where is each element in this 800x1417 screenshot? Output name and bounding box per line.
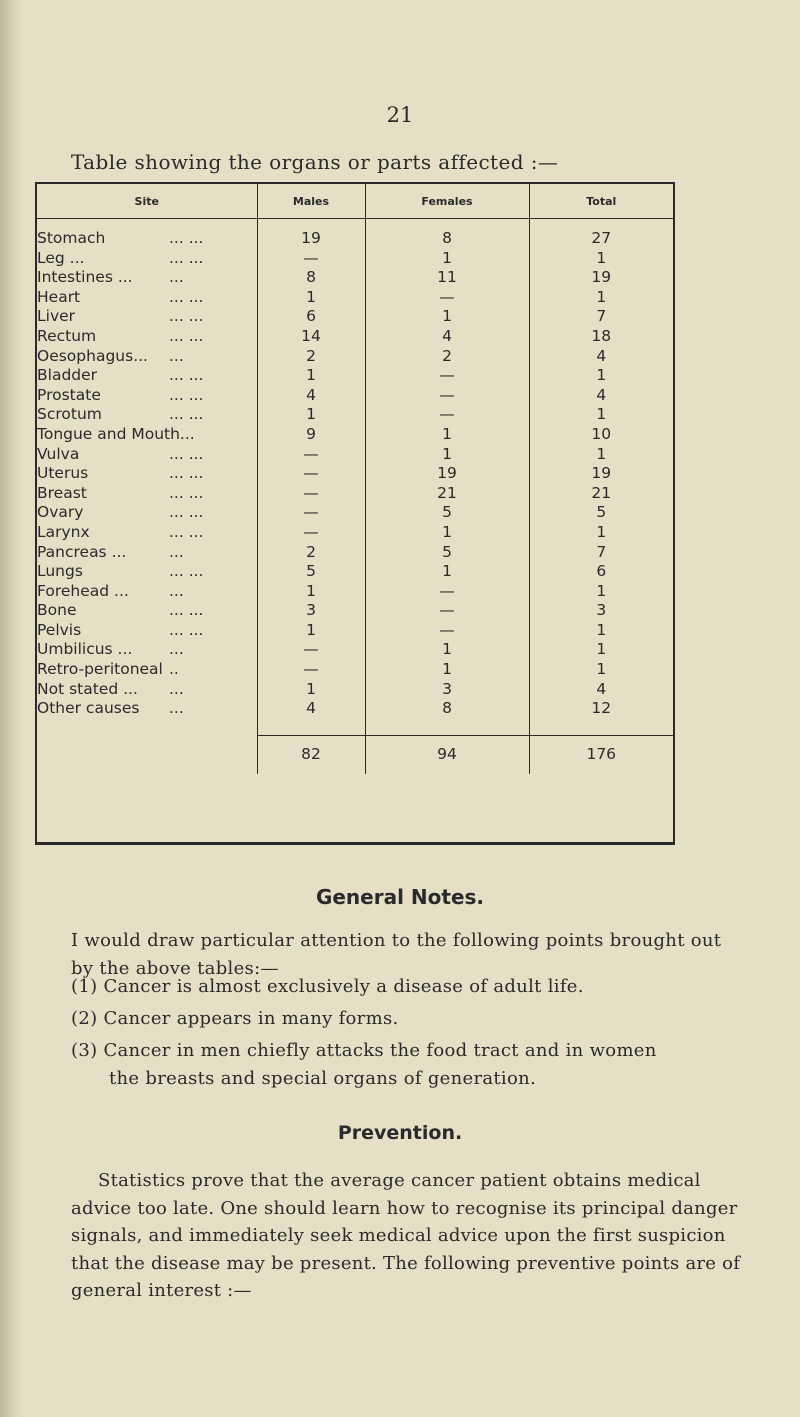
cell-total: 1 [529, 640, 673, 660]
cell-males: 9 [257, 425, 365, 445]
cell-females: 1 [365, 640, 529, 660]
site-label: Uterus [37, 464, 89, 483]
note-point-3 [71, 1037, 751, 1093]
table-caption: Table showing the organs or parts affected :— [71, 150, 559, 174]
leader-dots: ... [169, 346, 184, 365]
site-label: Oesophagus... [37, 346, 148, 365]
leader-dots: ... ... [169, 620, 204, 639]
table-row [37, 464, 673, 484]
table-row [37, 699, 673, 719]
site-label: Liver [37, 307, 76, 326]
cell-males: 1 [257, 582, 365, 602]
cell-total: 19 [529, 268, 673, 288]
cell-total: 1 [529, 405, 673, 425]
leader-dots: ... ... [169, 287, 204, 306]
table-row [37, 680, 673, 700]
cell-males: 5 [257, 562, 365, 582]
note-point-label: (2) [71, 1008, 98, 1029]
cell-males: 1 [257, 405, 365, 425]
cell-females: 11 [365, 268, 529, 288]
cell-site [37, 366, 257, 386]
table-row [37, 640, 673, 660]
cell-males: — [257, 484, 365, 504]
cell-total: 12 [529, 699, 673, 719]
leader-dots: ... ... [169, 366, 204, 385]
cell-total: 1 [529, 366, 673, 386]
cell-females: 1 [365, 425, 529, 445]
site-label: Intestines ... [37, 268, 133, 287]
cell-site [37, 562, 257, 582]
table-row [37, 268, 673, 288]
cell-females: 1 [365, 445, 529, 465]
cell-total: 1 [529, 621, 673, 641]
cell-females: — [365, 582, 529, 602]
cell-females: 21 [365, 484, 529, 504]
site-label: Retro-peritoneal [37, 660, 163, 679]
cell-total: 27 [529, 219, 673, 249]
site-label: Bladder [37, 366, 98, 385]
cell-females: 2 [365, 347, 529, 367]
general-notes-intro: I would draw particular attention to the following points brought out by the above tables:— [71, 930, 722, 979]
leader-dots: ... ... [169, 385, 204, 404]
cell-females: 5 [365, 503, 529, 523]
table-row [37, 484, 673, 504]
spacer-cell [365, 719, 529, 736]
cell-males: 1 [257, 680, 365, 700]
site-label: Umbilicus ... [37, 640, 133, 659]
table-header-row [37, 184, 673, 219]
leader-dots: ... ... [169, 444, 204, 463]
cell-site [37, 699, 257, 719]
cell-total: 7 [529, 543, 673, 563]
leader-dots: .. [169, 660, 179, 679]
cell-site [37, 484, 257, 504]
cell-site [37, 219, 257, 249]
cell-total: 1 [529, 523, 673, 543]
leader-dots: ... [169, 581, 184, 600]
spacer-cell [529, 719, 673, 736]
organs-data-table [37, 184, 673, 774]
leader-dots: ... [169, 542, 184, 561]
cell-total: 1 [529, 445, 673, 465]
cell-site [37, 288, 257, 308]
cell-site [37, 268, 257, 288]
cell-total: 6 [529, 562, 673, 582]
cell-males: 4 [257, 386, 365, 406]
cell-females: 4 [365, 327, 529, 347]
general-notes-heading: General Notes. [315, 885, 485, 909]
cell-total-males: 82 [257, 735, 365, 774]
table-row [37, 307, 673, 327]
cell-males: 4 [257, 699, 365, 719]
cell-total: 4 [529, 386, 673, 406]
leader-dots: ... ... [169, 307, 204, 326]
cell-males: 19 [257, 219, 365, 249]
cell-females: 8 [365, 699, 529, 719]
cell-males: — [257, 445, 365, 465]
cell-total-all: 176 [529, 735, 673, 774]
leader-dots: ... [169, 699, 184, 718]
cell-males: — [257, 464, 365, 484]
cell-females: — [365, 601, 529, 621]
cell-site [37, 307, 257, 327]
cell-females: — [365, 405, 529, 425]
site-label: Ovary [37, 503, 84, 522]
table-row [37, 405, 673, 425]
leader-dots: ... ... [169, 562, 204, 581]
cell-site [37, 347, 257, 367]
site-label: Tongue and Mouth... [37, 424, 195, 443]
table-row [37, 523, 673, 543]
table-totals-row [37, 735, 673, 774]
cell-total: 19 [529, 464, 673, 484]
cell-totals-blank [37, 735, 257, 774]
cell-females: 3 [365, 680, 529, 700]
cell-site [37, 601, 257, 621]
table-row [37, 425, 673, 445]
cell-site [37, 464, 257, 484]
site-label: Rectum [37, 326, 97, 345]
table-row [37, 503, 673, 523]
cell-total: 4 [529, 680, 673, 700]
leader-dots: ... [169, 268, 184, 287]
page-number: 21 [386, 103, 414, 127]
leader-dots: ... [169, 679, 184, 698]
note-point-text: Cancer appears in many forms. [103, 1008, 399, 1029]
site-label: Larynx [37, 522, 90, 541]
header-females: Females [365, 184, 529, 219]
header-site: Site [37, 184, 257, 219]
site-label: Leg ... [37, 248, 85, 267]
site-label: Other causes [37, 699, 140, 718]
cell-total: 1 [529, 582, 673, 602]
leader-dots: ... ... [169, 464, 204, 483]
note-point-text: Cancer is almost exclusively a disease of adult life. [103, 976, 584, 997]
cell-males: — [257, 523, 365, 543]
cell-total: 1 [529, 249, 673, 269]
spacer-cell [257, 719, 365, 736]
cell-males: 8 [257, 268, 365, 288]
table-row [37, 386, 673, 406]
leader-dots: ... ... [169, 522, 204, 541]
cell-total-females: 94 [365, 735, 529, 774]
cell-males: — [257, 249, 365, 269]
table-row [37, 582, 673, 602]
prevention-heading: Prevention. [337, 1122, 463, 1144]
cell-total: 18 [529, 327, 673, 347]
site-label: Prostate [37, 385, 101, 404]
note-point-label: (1) [71, 976, 98, 997]
cell-total: 4 [529, 347, 673, 367]
cell-males: — [257, 640, 365, 660]
cell-total: 1 [529, 660, 673, 680]
cell-site [37, 445, 257, 465]
organs-table [35, 182, 675, 845]
cell-males: — [257, 660, 365, 680]
cell-total: 7 [529, 307, 673, 327]
leader-dots: ... [169, 640, 184, 659]
leader-dots: ... ... [169, 405, 204, 424]
cell-total: 3 [529, 601, 673, 621]
cell-total: 5 [529, 503, 673, 523]
cell-site [37, 640, 257, 660]
cell-males: — [257, 503, 365, 523]
cell-females: 5 [365, 543, 529, 563]
cell-females: 1 [365, 523, 529, 543]
page-spine-shadow [0, 0, 22, 1417]
site-label: Not stated ... [37, 679, 138, 698]
table-body [37, 219, 673, 774]
table-row [37, 249, 673, 269]
table-row [37, 347, 673, 367]
table-row [37, 562, 673, 582]
site-label: Breast [37, 483, 87, 502]
note-point-continuation: the breasts and special organs of generation. [109, 1068, 537, 1089]
site-label: Bone [37, 601, 77, 620]
spacer-cell [37, 719, 257, 736]
cell-males: 3 [257, 601, 365, 621]
table-row [37, 601, 673, 621]
cell-males: 6 [257, 307, 365, 327]
cell-males: 1 [257, 366, 365, 386]
site-label: Scrotum [37, 405, 102, 424]
note-point-text: Cancer in men chiefly attacks the food tract and in women [103, 1040, 657, 1061]
table-row [37, 219, 673, 249]
cell-site [37, 621, 257, 641]
cell-total: 10 [529, 425, 673, 445]
note-point-1 [71, 973, 751, 1001]
cell-total: 1 [529, 288, 673, 308]
cell-site [37, 249, 257, 269]
cell-site [37, 425, 257, 445]
cell-site [37, 523, 257, 543]
cell-total: 21 [529, 484, 673, 504]
cell-site [37, 503, 257, 523]
cell-males: 1 [257, 621, 365, 641]
note-point-2 [71, 1005, 751, 1033]
leader-dots: ... ... [169, 326, 204, 345]
prevention-paragraph: Statistics prove that the average cancer patient obtains medical advice too late. One should learn how to recognise its principal danger signals, and immediately seek medical advice upon the first suspicion that the disease may be present. The following preventive points are of general interest :— [71, 1170, 741, 1301]
cell-females: — [365, 386, 529, 406]
cell-females: 1 [365, 562, 529, 582]
site-label: Pelvis [37, 620, 82, 639]
cell-males: 2 [257, 347, 365, 367]
site-label: Vulva [37, 444, 80, 463]
site-label: Lungs [37, 562, 83, 581]
cell-males: 14 [257, 327, 365, 347]
cell-females: 8 [365, 219, 529, 249]
site-label: Stomach [37, 229, 106, 247]
cell-site [37, 680, 257, 700]
table-row [37, 660, 673, 680]
site-label: Pancreas ... [37, 542, 127, 561]
site-label: Forehead ... [37, 581, 129, 600]
cell-females: 1 [365, 307, 529, 327]
cell-site [37, 386, 257, 406]
cell-females: — [365, 621, 529, 641]
cell-site [37, 327, 257, 347]
cell-males: 1 [257, 288, 365, 308]
cell-females: 1 [365, 660, 529, 680]
cell-females: — [365, 366, 529, 386]
cell-site [37, 582, 257, 602]
table-row [37, 366, 673, 386]
leader-dots: ... ... [169, 483, 204, 502]
note-point-label: (3) [71, 1040, 98, 1061]
table-row [37, 288, 673, 308]
table-row [37, 327, 673, 347]
leader-dots: ... ... [169, 229, 204, 247]
leader-dots: ... ... [169, 503, 204, 522]
leader-dots: ... ... [169, 248, 204, 267]
header-males: Males [257, 184, 365, 219]
cell-males: 2 [257, 543, 365, 563]
cell-site [37, 660, 257, 680]
table-row [37, 543, 673, 563]
table-spacer-row [37, 719, 673, 736]
table-row [37, 621, 673, 641]
table-row [37, 445, 673, 465]
cell-site [37, 405, 257, 425]
cell-site [37, 543, 257, 563]
site-label: Heart [37, 287, 81, 306]
header-total: Total [529, 184, 673, 219]
cell-females: — [365, 288, 529, 308]
cell-females: 1 [365, 249, 529, 269]
cell-females: 19 [365, 464, 529, 484]
leader-dots: ... ... [169, 601, 204, 620]
